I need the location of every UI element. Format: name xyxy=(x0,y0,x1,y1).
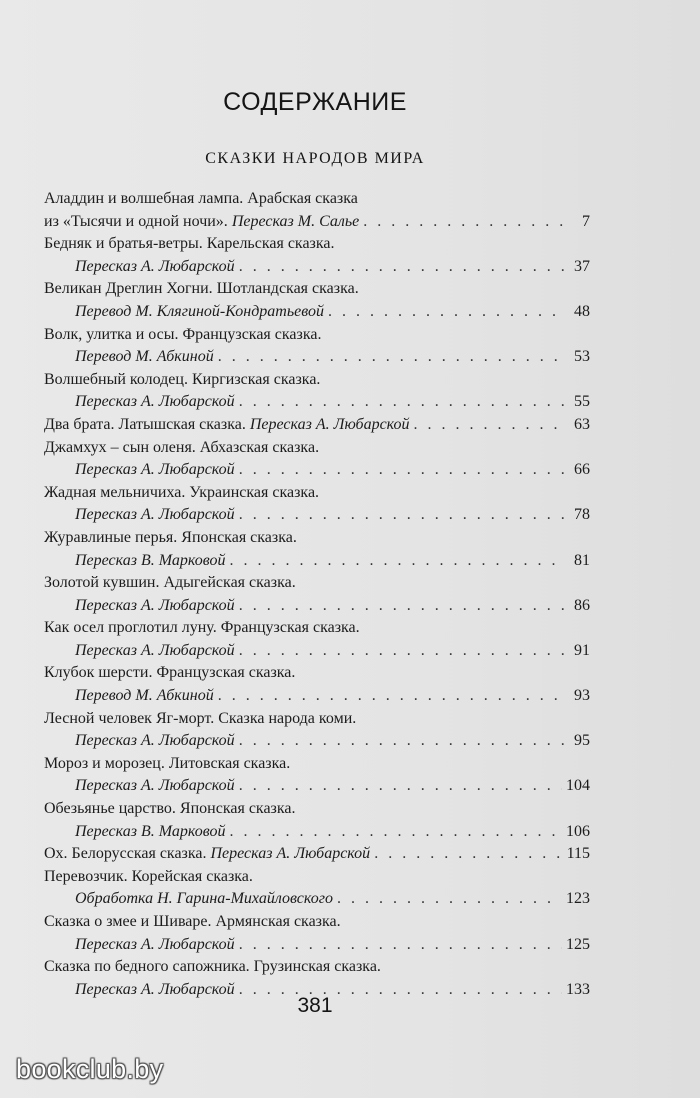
entry-credit: Пересказ А. Любарской xyxy=(75,732,235,750)
entry-page-number: 86 xyxy=(574,596,590,614)
dot-leader xyxy=(239,775,562,798)
entry-line xyxy=(44,414,590,437)
entry-credit: Пересказ А. Любарской xyxy=(249,415,410,433)
entry-page-number: 78 xyxy=(574,506,590,524)
entry-credit: Пересказ А. Любарской xyxy=(75,935,235,953)
entry-title: Аладдин и волшебная лампа. Арабская сказка xyxy=(44,190,358,207)
table-of-contents xyxy=(44,188,590,1001)
entry-line xyxy=(44,775,590,798)
toc-entry xyxy=(44,798,590,843)
toc-entry xyxy=(44,414,590,437)
toc-entry xyxy=(44,753,590,798)
dot-leader xyxy=(414,414,566,437)
dot-leader xyxy=(239,595,566,618)
entry-line xyxy=(44,301,590,324)
entry-credit: Пересказ А. Любарской xyxy=(75,393,235,411)
entry-lead-text: Ох. Белорусская сказка. xyxy=(44,845,211,863)
toc-entry xyxy=(44,843,590,866)
entry-credit: Перевод М. Клягиной-Кондратьевой xyxy=(75,302,324,320)
toc-entry xyxy=(44,188,590,233)
toc-entry xyxy=(44,572,590,617)
entry-credit: Пересказ А. Любарской xyxy=(75,596,235,614)
entry-page-number: 133 xyxy=(566,980,590,998)
entry-line xyxy=(44,888,590,911)
entry-credit: Пересказ А. Любарской xyxy=(75,506,235,524)
entry-credit: Пересказ А. Любарской xyxy=(75,641,235,659)
toc-entry xyxy=(44,324,590,369)
entry-page-number: 125 xyxy=(566,935,590,953)
entry-lead-text: из «Тысячи и одной ночи». xyxy=(44,212,232,230)
entry-title: Великан Дреглин Хогни. Шотландская сказка. xyxy=(44,280,359,298)
toc-entry xyxy=(44,708,590,753)
entry-credit: Пересказ В. Марковой xyxy=(75,822,226,840)
toc-entry xyxy=(44,527,590,572)
dot-leader xyxy=(229,821,562,844)
entry-line xyxy=(44,550,590,573)
entry-credit: Пересказ А. Любарской xyxy=(210,845,371,863)
dot-leader xyxy=(239,730,566,753)
dot-leader xyxy=(239,391,566,414)
entry-page-number: 55 xyxy=(574,393,590,411)
entry-page-number: 93 xyxy=(574,687,590,705)
entry-page-number: 81 xyxy=(574,551,590,569)
entry-credit: Пересказ М. Салье xyxy=(231,212,360,230)
entry-page-number: 123 xyxy=(566,890,590,908)
dot-leader xyxy=(328,301,566,324)
entry-line xyxy=(44,391,590,414)
entry-title: Клубок шерсти. Французская сказка. xyxy=(44,664,296,682)
entry-page-number: 95 xyxy=(574,732,590,750)
toc-entry xyxy=(44,911,590,956)
entry-page-number: 53 xyxy=(574,348,590,366)
dot-leader xyxy=(239,934,562,957)
section-heading: СКАЗКИ НАРОДОВ МИРА xyxy=(205,150,425,167)
toc-entry xyxy=(44,617,590,662)
entry-credit: Обработка Н. Гарина-Михайловского xyxy=(75,890,333,908)
entry-credit: Пересказ А. Любарской xyxy=(75,257,235,275)
entry-line xyxy=(44,730,590,753)
entry-title: Как осел проглотил луну. Французская сказка. xyxy=(44,619,360,637)
entry-line xyxy=(44,843,590,866)
toc-entry xyxy=(44,866,590,911)
entry-page-number: 7 xyxy=(582,212,590,230)
page-number: 381 xyxy=(297,994,333,1017)
entry-credit: Перевод М. Абкиной xyxy=(75,348,214,366)
entry-page-number: 106 xyxy=(566,822,590,840)
entry-page-number: 66 xyxy=(574,461,590,479)
entry-credit: Пересказ А. Любарской xyxy=(75,777,235,795)
entry-title: Жадная мельничиха. Украинская сказка. xyxy=(44,483,320,501)
entry-page-number: 104 xyxy=(566,777,590,795)
entry-page-number: 91 xyxy=(574,641,590,659)
entry-title: Бедняк и братья-ветры. Карельская сказка. xyxy=(44,235,335,253)
entry-line xyxy=(44,640,590,663)
dot-leader xyxy=(229,550,566,573)
dot-leader xyxy=(218,685,566,708)
entry-credit: Пересказ А. Любарской xyxy=(75,980,235,998)
dot-leader xyxy=(239,640,566,663)
entry-title: Сказка о змее и Шиваре. Армянская сказка. xyxy=(44,913,341,930)
entry-line xyxy=(44,346,590,369)
entry-line xyxy=(44,685,590,708)
entry-line xyxy=(44,459,590,482)
entry-page-number: 115 xyxy=(566,845,590,863)
entry-page-number: 48 xyxy=(574,302,590,320)
entry-title: Перевозчик. Корейская сказка. xyxy=(44,867,253,885)
entry-title: Лесной человек Яг-морт. Сказка народа коми. xyxy=(44,709,357,727)
dot-leader xyxy=(239,504,566,527)
entry-credit: Пересказ А. Любарской xyxy=(75,461,235,479)
entry-title: Волшебный колодец. Киргизская сказка. xyxy=(44,370,321,388)
entry-line xyxy=(44,256,590,279)
toc-entry xyxy=(44,278,590,323)
entry-page-number: 37 xyxy=(574,257,590,275)
entry-title: Журавлиные перья. Японская сказка. xyxy=(44,528,297,546)
dot-leader xyxy=(374,843,562,866)
dot-leader xyxy=(218,346,566,369)
entry-credit: Перевод М. Абкиной xyxy=(75,687,214,705)
entry-lead-text: Два брата. Латышская сказка. xyxy=(44,415,250,433)
entry-title: Волк, улитка и осы. Французская сказка. xyxy=(44,325,322,343)
entry-title: Сказка по бедного сапожника. Грузинская сказка. xyxy=(44,958,381,976)
toc-entry xyxy=(44,482,590,527)
watermark-logo: bookclub.by xyxy=(16,1054,164,1084)
entry-title: Мороз и морозец. Литовская сказка. xyxy=(44,754,291,772)
entry-line xyxy=(44,504,590,527)
entry-title: Золотой кувшин. Адыгейская сказка. xyxy=(44,574,296,592)
entry-line xyxy=(44,821,590,844)
toc-entry xyxy=(44,437,590,482)
entry-line xyxy=(44,934,590,957)
entry-credit: Пересказ В. Марковой xyxy=(75,551,226,569)
dot-leader xyxy=(239,256,566,279)
entry-title: Обезьянье царство. Японская сказка. xyxy=(44,800,296,818)
entry-title: Джамхух – сын оленя. Абхазская сказка. xyxy=(44,438,320,456)
dot-leader xyxy=(239,459,566,482)
page-title: СОДЕРЖАНИЕ xyxy=(223,88,407,116)
dot-leader xyxy=(337,888,562,911)
toc-entry xyxy=(44,233,590,278)
toc-entry xyxy=(44,662,590,707)
entry-page-number: 63 xyxy=(574,415,590,433)
dot-leader xyxy=(363,211,566,234)
toc-entry xyxy=(44,369,590,414)
entry-line xyxy=(44,211,590,234)
entry-line xyxy=(44,595,590,618)
